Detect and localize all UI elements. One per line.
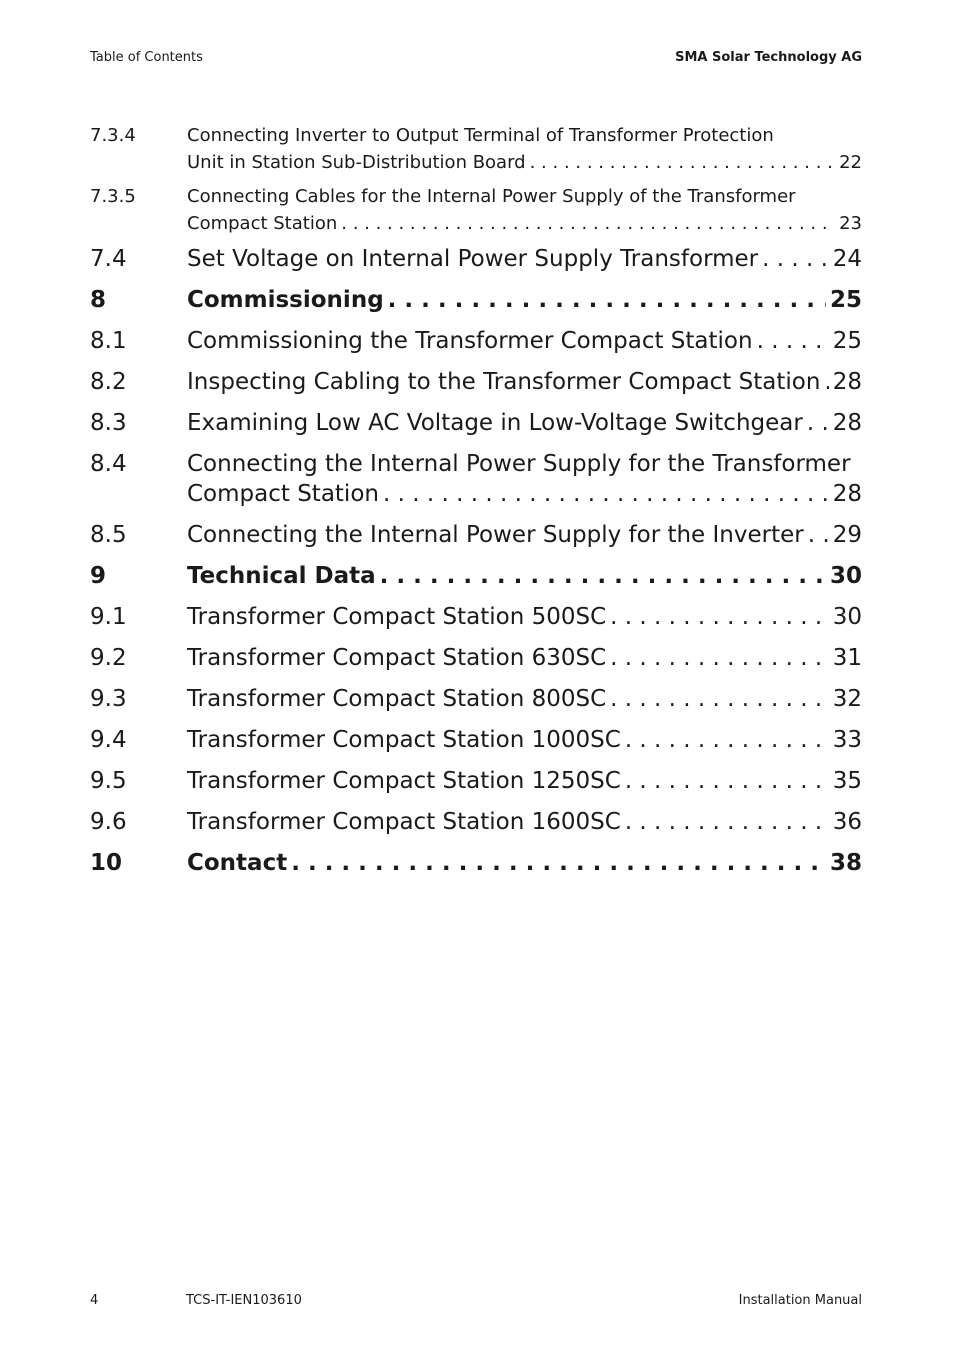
- header-section-title: Table of Contents: [90, 50, 203, 65]
- toc-entry-title: Connecting the Internal Power Supply for the Inverter: [187, 522, 804, 548]
- toc-entry[interactable]: [90, 326, 862, 356]
- toc-entry-title: Examining Low AC Voltage in Low-Voltage Switchgear: [187, 410, 803, 436]
- toc-entry-title: Technical Data: [187, 563, 376, 589]
- toc-entry-title: Unit in Station Sub-Distribution Board: [187, 152, 526, 173]
- footer-document-type: Installation Manual: [738, 1293, 862, 1308]
- toc-entry-number: 7.3.5: [90, 186, 136, 207]
- toc-entry[interactable]: [90, 684, 862, 714]
- toc-entry-number: 7.3.4: [90, 125, 136, 146]
- toc-entry-title: Contact: [187, 850, 288, 876]
- toc-entry[interactable]: [90, 602, 862, 632]
- toc-dot-leader: [380, 561, 826, 591]
- toc-entry-page: 32: [832, 686, 862, 712]
- toc-dot-leader: [610, 643, 829, 673]
- toc-dot-leader: [625, 725, 829, 755]
- toc-entry[interactable]: [90, 807, 862, 837]
- toc-entry-number: 9.5: [90, 768, 127, 794]
- toc-entry[interactable]: [90, 183, 862, 237]
- toc-entry-title: Transformer Compact Station 1600SC: [187, 809, 621, 835]
- toc-entry[interactable]: [90, 766, 862, 796]
- toc-entry-page: 23: [839, 213, 862, 234]
- toc-dot-leader: [807, 408, 829, 438]
- toc-entry[interactable]: [90, 122, 862, 176]
- toc-entry[interactable]: [90, 520, 862, 550]
- toc-entry-number: 8: [90, 287, 107, 313]
- toc-dot-leader: [388, 285, 826, 315]
- toc-dot-leader: [341, 210, 835, 237]
- toc-entry-number: 7.4: [90, 246, 127, 272]
- toc-entry-number: 9.6: [90, 809, 127, 835]
- footer-page-number: 4: [90, 1293, 99, 1308]
- toc-dot-leader: [610, 602, 829, 632]
- toc-entry-title: Transformer Compact Station 1000SC: [187, 727, 621, 753]
- toc-entry-number: 8.4: [90, 451, 127, 477]
- toc-entry-number: 8.5: [90, 522, 127, 548]
- toc-entry[interactable]: [90, 244, 862, 274]
- toc-entry-page: 30: [832, 604, 862, 630]
- toc-entry-page: 28: [832, 369, 862, 395]
- toc-entry-page: 24: [832, 246, 862, 272]
- toc-entry-title: Set Voltage on Internal Power Supply Transformer: [187, 246, 759, 272]
- toc-entry-title: Transformer Compact Station 1250SC: [187, 768, 621, 794]
- toc-dot-leader: [291, 848, 826, 878]
- toc-entry[interactable]: [90, 285, 862, 315]
- toc-entry-page: 25: [829, 287, 862, 313]
- toc-entry-number: 8.2: [90, 369, 127, 395]
- toc-dot-leader: [625, 807, 829, 837]
- toc-entry-title: Connecting Inverter to Output Terminal of Transformer Protection: [187, 125, 774, 146]
- toc-entry-page: 30: [829, 563, 862, 589]
- toc-dot-leader: [762, 244, 829, 274]
- toc-entry-number: 9.2: [90, 645, 127, 671]
- toc-entry-page: 25: [832, 328, 862, 354]
- toc-entry-number: 9: [90, 563, 107, 589]
- toc-entry-page: 22: [839, 152, 862, 173]
- toc-entry-page: 28: [832, 481, 862, 507]
- toc-entry[interactable]: [90, 367, 862, 397]
- toc-entry[interactable]: [90, 848, 862, 878]
- toc-dot-leader: [808, 520, 829, 550]
- toc-entry-title: Transformer Compact Station 800SC: [187, 686, 607, 712]
- toc-entry-number: 9.3: [90, 686, 127, 712]
- toc-dot-leader: [383, 479, 829, 509]
- toc-entry-page: 31: [832, 645, 862, 671]
- toc-entry-number: 8.1: [90, 328, 127, 354]
- toc-dot-leader: [610, 684, 829, 714]
- toc-entry-number: 8.3: [90, 410, 127, 436]
- toc-entry-title: Compact Station: [187, 481, 379, 507]
- toc-entry-page: 28: [832, 410, 862, 436]
- toc-entry-title: Inspecting Cabling to the Transformer Compact Station: [187, 369, 821, 395]
- toc-dot-leader: [625, 766, 829, 796]
- toc-entry-page: 35: [832, 768, 862, 794]
- toc-entry-title: Connecting Cables for the Internal Power Supply of the Transformer: [187, 186, 796, 207]
- toc-entry-page: 29: [832, 522, 862, 548]
- toc-dot-leader: [824, 367, 828, 397]
- toc-entry-page: 36: [832, 809, 862, 835]
- toc-entry-number: 9.1: [90, 604, 127, 630]
- toc-entry-page: 33: [832, 727, 862, 753]
- toc-entry[interactable]: [90, 449, 862, 509]
- toc-entry-title: Transformer Compact Station 500SC: [187, 604, 607, 630]
- toc-entry[interactable]: [90, 643, 862, 673]
- toc-entry-title: Transformer Compact Station 630SC: [187, 645, 607, 671]
- toc-entry-title: Commissioning: [187, 287, 384, 313]
- toc-entry-number: 10: [90, 850, 123, 876]
- toc-entry[interactable]: [90, 561, 862, 591]
- footer-document-code: TCS-IT-IEN103610: [186, 1293, 302, 1308]
- header-company-name: SMA Solar Technology AG: [675, 50, 862, 65]
- toc-entry-page: 38: [829, 850, 862, 876]
- toc-entry[interactable]: [90, 408, 862, 438]
- toc-dot-leader: [757, 326, 829, 356]
- table-of-contents: [90, 122, 862, 889]
- toc-entry[interactable]: [90, 725, 862, 755]
- toc-entry-title: Commissioning the Transformer Compact Station: [187, 328, 753, 354]
- toc-entry-title: Compact Station: [187, 213, 338, 234]
- toc-dot-leader: [530, 149, 835, 176]
- toc-entry-number: 9.4: [90, 727, 127, 753]
- toc-entry-title: Connecting the Internal Power Supply for the Transformer: [187, 451, 851, 477]
